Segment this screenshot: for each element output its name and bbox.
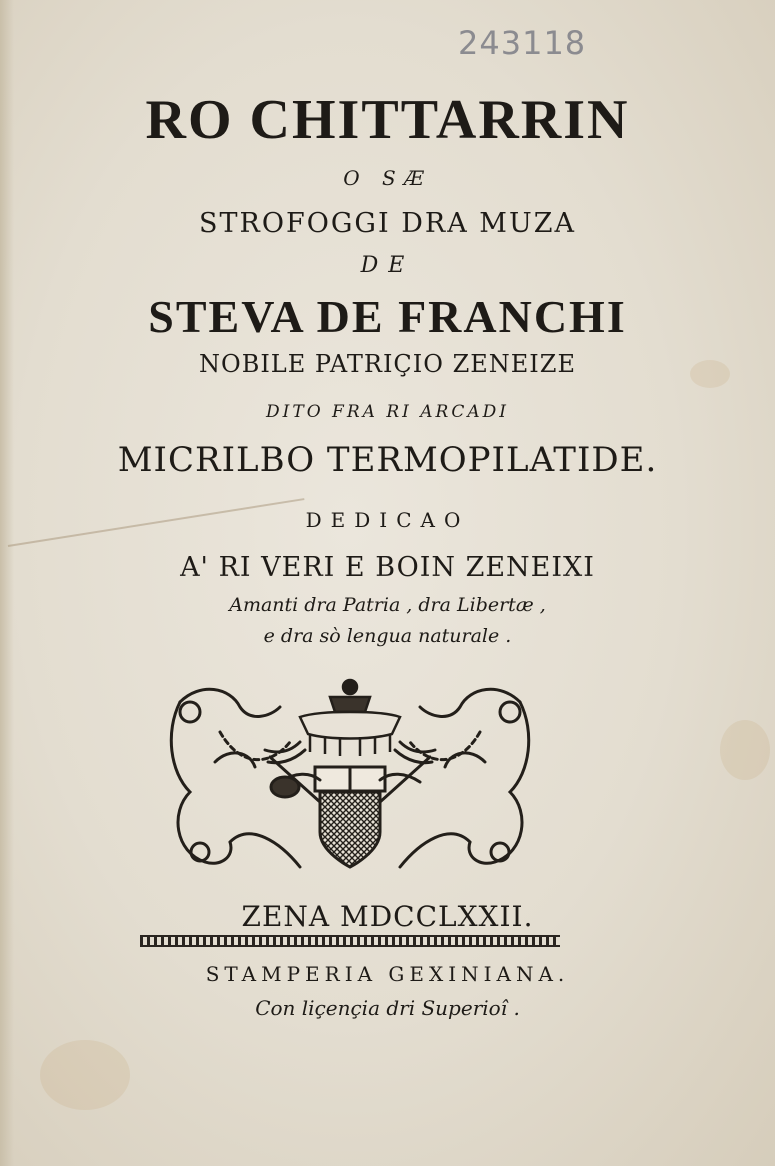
author-name: STEVA DE FRANCHI xyxy=(148,291,627,342)
decorative-rule xyxy=(140,935,560,947)
printer-name: STAMPERIA GEXINIANA. xyxy=(205,962,570,986)
dedication-heading: DEDICAO xyxy=(305,508,470,532)
foxing-stain xyxy=(720,720,770,780)
ornamental-vignette-icon xyxy=(160,672,540,882)
foxing-stain xyxy=(40,1040,130,1110)
author-title: NOBILE PATRIÇIO ZENEIZE xyxy=(199,350,576,378)
book-title: RO CHITTARRIN xyxy=(145,89,630,151)
arcadian-intro: DITO FRA RI ARCADI xyxy=(266,402,509,422)
author-preposition: DE xyxy=(360,253,415,278)
arcadian-name: MICRILBO TERMOPILATIDE. xyxy=(117,440,658,480)
place-and-year: ZENA MDCCLXXII. xyxy=(241,900,534,933)
pencil-shelfmark: 243118 xyxy=(458,24,587,62)
dedication-line-1: Amanti dra Patria , dra Libertæ , xyxy=(229,594,546,616)
book-subtitle: STROFOGGI DRA MUZA xyxy=(199,208,576,239)
licence-note: Con liçençia dri Superioî . xyxy=(255,996,520,1020)
title-connector: O SÆ xyxy=(343,166,432,190)
dedicatees: A' RI VERI E BOIN ZENEIXI xyxy=(180,552,595,583)
dedication-line-2: e dra sò lengua naturale . xyxy=(263,625,512,647)
